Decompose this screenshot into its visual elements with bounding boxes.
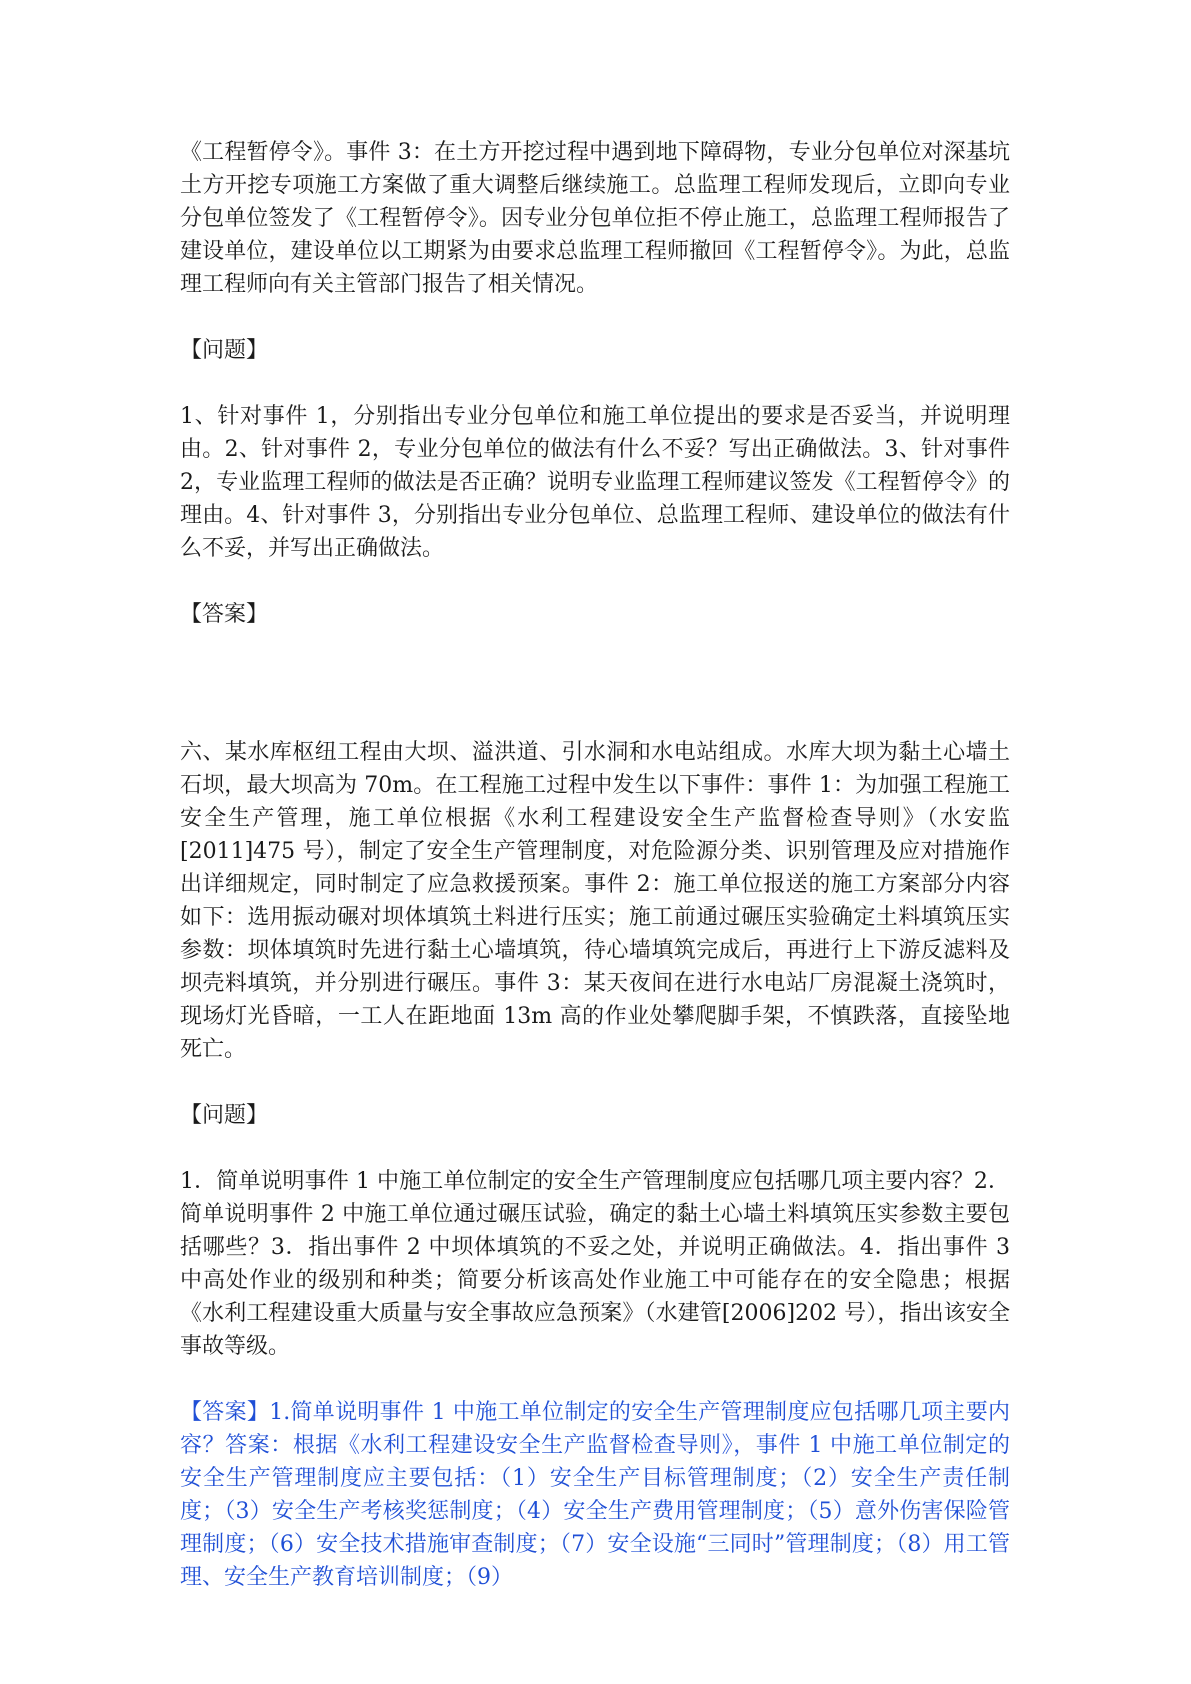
- questions-paragraph-2: 1．简单说明事件 1 中施工单位制定的安全生产管理制度应包括哪几项主要内容？2．简单说明事件 2 中施工单位通过碾压试验，确定的黏土心墙土料填筑压实参数主要包括哪些？3．指出事件 2 中坝体填筑的不妥之处，并说明正确做法。4．指出事件 3 中高处作业的级别和种类；简要分析该高处作业施工中可能存在的安全隐患；根据《水利工程建设重大质量与安全事故应急预案》（水建管[2006]202 号），指出该安全事故等级。: [180, 1169, 1010, 1359]
- problem-6-paragraph: 六、某水库枢纽工程由大坝、溢洪道、引水洞和水电站组成。水库大坝为黏土心墙土石坝，最大坝高为 70m。在工程施工过程中发生以下事件：事件 1：为加强工程施工安全生产管理，施工单位根据《水利工程建设安全生产监督检查导则》（水安监[2011]475 号），制定了安全生产管理制度，对危险源分类、识别管理及应对措施作出详细规定，同时制定了应急救援预案。事件 2：施工单位报送的施工方案部分内容如下：选用振动碾对坝体填筑土料进行压实；施工前通过碾压实验确定土料填筑压实参数：坝体填筑时先进行黏土心墙填筑，待心墙填筑完成后，再进行上下游反滤料及坝壳料填筑，并分别进行碾压。事件 3：某天夜间在进行水电站厂房混凝土浇筑时，现场灯光昏暗，一工人在距地面 13m 高的作业处攀爬脚手架，不慎跌落，直接坠地死亡。: [180, 740, 1010, 1062]
- question-heading-1: 【问题】: [180, 338, 269, 363]
- event-3-paragraph: 《工程暂停令》。事件 3：在土方开挖过程中遇到地下障碍物，专业分包单位对深基坑土方开挖专项施工方案做了重大调整后继续施工。总监理工程师发现后，立即向专业分包单位签发了《工程暂停令》。因专业分包单位拒不停止施工，总监理工程师报告了建设单位，建设单位以工期紧为由要求总监理工程师撤回《工程暂停令》。为此，总监理工程师向有关主管部门报告了相关情况。: [180, 140, 1010, 297]
- answer-heading-1: 【答案】: [180, 602, 269, 627]
- answer-paragraph-2[interactable]: [180, 1396, 1010, 1594]
- answer-text-2: 1.简单说明事件 1 中施工单位制定的安全生产管理制度应包括哪几项主要内容？答案：根据《水利工程建设安全生产监督检查导则》，事件 1 中施工单位制定的安全生产管理制度应主要包括：（1）安全生产目标管理制度；（2）安全生产责任制度；（3）安全生产考核奖惩制度；（4）安全生产费用管理制度；（5）意外伤害保险管理制度；（6）安全技术措施审查制度；（7）安全设施“三同时”管理制度；（8）用工管理、安全生产教育培训制度；（9）: [180, 1400, 1010, 1590]
- question-heading-2: 【问题】: [180, 1103, 269, 1128]
- questions-paragraph-1: 1、针对事件 1，分别指出专业分包单位和施工单位提出的要求是否妥当，并说明理由。2、针对事件 2，专业分包单位的做法有什么不妥？写出正确做法。3、针对事件 2，专业监理工程师的做法是否正确？说明专业监理工程师建议签发《工程暂停令》的理由。4、针对事件 3，分别指出专业分包单位、总监理工程师、建设单位的做法有什么不妥，并写出正确做法。: [180, 404, 1010, 561]
- document-body: [180, 136, 1010, 1594]
- answer-heading-2: 【答案】: [180, 1400, 270, 1425]
